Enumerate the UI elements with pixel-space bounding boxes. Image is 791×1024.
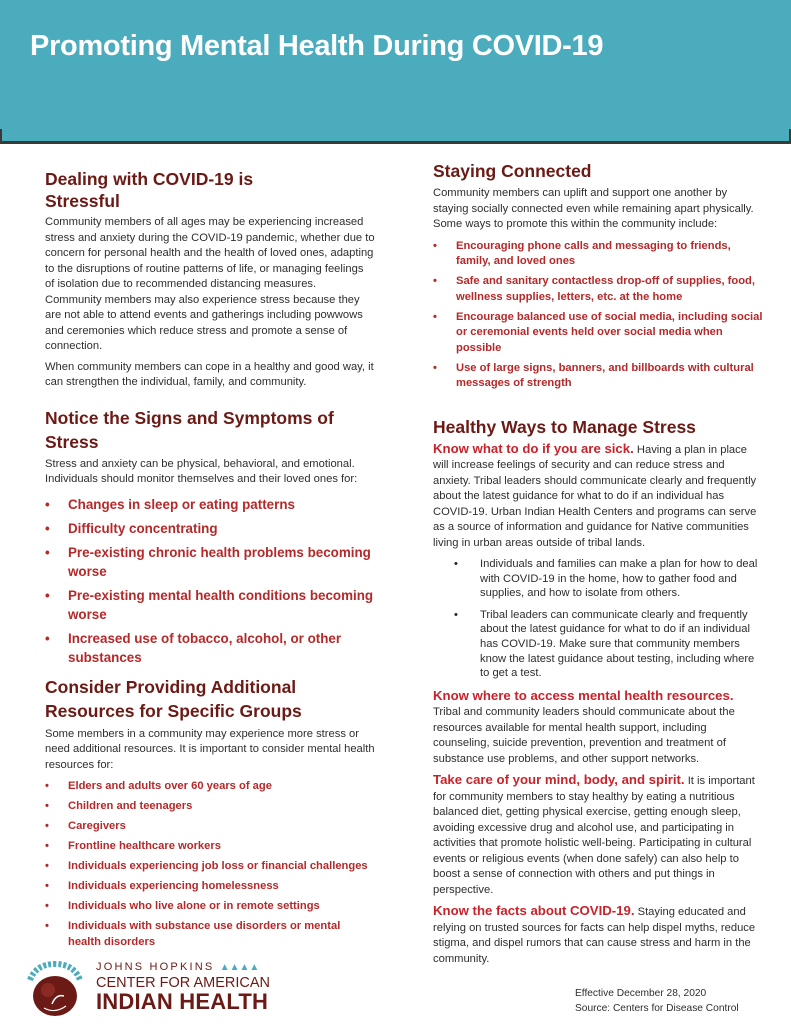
- bullet-icon: •: [45, 496, 50, 512]
- bullet-icon: •: [45, 780, 49, 792]
- logo-text: JOHNS HOPKINS ▲▲▲▲ CENTER FOR AMERICAN INDIAN HEALTH: [96, 961, 271, 1014]
- list-item: • Caregivers: [45, 819, 375, 835]
- tip-know-facts: [433, 903, 763, 967]
- tip-text: Tribal and community leaders should communicate about the resources available for mental health support, including counseling, suicide prevention, prevention and treatment of substance use problems, and other support networks.: [433, 706, 735, 765]
- list-item: • Individuals experiencing homelessness: [45, 879, 375, 895]
- list-item: • Pre-existing chronic health problems becoming worse: [45, 544, 371, 579]
- list-item: • Children and teenagers: [45, 799, 375, 815]
- list-item: • Individuals with substance use disorders or mental health disorders: [45, 920, 341, 948]
- bullet-icon: •: [45, 630, 50, 646]
- connection-ideas-list: [433, 239, 763, 392]
- list-item: • Increased use of tobacco, alcohol, or other substances: [45, 630, 342, 665]
- page-title: Promoting Mental Health During COVID-19: [30, 30, 604, 62]
- section-heading: Consider Providing Additional Resources for Specific Groups: [45, 676, 302, 721]
- paragraph: Stress and anxiety can be physical, behavioral, and emotional. Individuals should monitor themselves and their loved ones for:: [45, 457, 358, 485]
- triangles-icon: ▲▲▲▲: [219, 962, 260, 973]
- section-heading: Dealing with COVID-19 is Stressful: [45, 169, 254, 211]
- effective-date: Effective December 28, 2020: [575, 988, 707, 999]
- bullet-icon: •: [45, 920, 49, 932]
- list-item: • Use of large signs, banners, and billboards with cultural messages of strength: [433, 361, 754, 389]
- list-item: • Pre-existing mental health conditions becoming worse: [45, 587, 374, 622]
- list-item: • Safe and sanitary contactless drop-off of supplies, food, wellness supplies, letters, etc. at the home: [433, 275, 755, 303]
- footer-meta: [575, 986, 739, 1016]
- bullet-icon: •: [45, 840, 49, 852]
- bullet-icon: •: [454, 608, 458, 621]
- list-item: • Changes in sleep or eating patterns: [45, 496, 295, 512]
- section-heading: Healthy Ways to Manage Stress: [433, 416, 696, 437]
- tip-text: Staying educated and relying on trusted sources for facts can help dispel myths, reduce stigma, and dispel rumors that can cause stress and harm in the community.: [433, 906, 756, 965]
- section-dealing-with-stress: [45, 168, 375, 391]
- groups-list: [45, 779, 375, 950]
- mother-child-feathers-icon: [22, 960, 88, 1018]
- list-item: • Individuals experiencing job loss or financial challenges: [45, 859, 375, 875]
- bullet-icon: •: [45, 820, 49, 832]
- list-item: • Encouraging phone calls and messaging to friends, family, and loved ones: [433, 239, 731, 267]
- list-item: • Individuals who live alone or in remote settings: [45, 899, 375, 915]
- bullet-icon: •: [45, 800, 49, 812]
- paragraph: Community members can uplift and support one another by staying socially connected even while remaining apart physically. Some ways to promote this within the community include:: [433, 187, 754, 230]
- bullet-icon: •: [45, 544, 50, 560]
- right-column: [433, 160, 763, 967]
- page-header: [0, 0, 791, 144]
- list-item: • Tribal leaders can communicate clearly and frequently about the latest guidance for what to do if an individual has COVID-19. Make sure that community members know the latest guidance about testing, including where to get a test.: [454, 608, 755, 680]
- section-heading: Notice the Signs and Symptoms of Stress: [45, 407, 334, 452]
- tip-lead: Know the facts about COVID-19.: [433, 903, 635, 919]
- bullet-icon: •: [433, 275, 437, 287]
- section-specific-groups: [45, 675, 375, 951]
- bullet-icon: •: [45, 860, 49, 872]
- left-column: [45, 160, 375, 955]
- paragraph: When community members can cope in a healthy and good way, it can strengthen the individual, family, and community.: [45, 360, 374, 388]
- tip-know-if-sick: [433, 441, 763, 681]
- tip-text: It is important for community members to stay healthy by eating a nutritious balanced diet, getting physical exercise, getting enough sleep, avoiding excessive drug and alcohol use, and participating in activities that promote holistic well-being. Participating in cultural events or religious events (when done safely) can also help to boost a sense of connection with others and put things in perspective.: [433, 775, 755, 896]
- organization-logo: [22, 960, 272, 1018]
- bullet-icon: •: [45, 520, 50, 536]
- list-item: • Individuals and families can make a plan for how to deal with COVID-19 in the home, how to gather food and supplies, and how to isolate from others.: [454, 558, 758, 600]
- section-manage-stress: [433, 416, 763, 968]
- header-edge-left: [0, 129, 2, 141]
- list-item: • Elders and adults over 60 years of age: [45, 779, 375, 795]
- section-signs-and-symptoms: [45, 406, 375, 667]
- sick-plan-list: [433, 557, 763, 681]
- symptoms-list: [45, 495, 375, 667]
- source-citation: Source: Centers for Disease Control: [575, 1003, 739, 1014]
- tip-lead: Know what to do if you are sick.: [433, 440, 634, 456]
- bullet-icon: •: [433, 361, 437, 374]
- bullet-icon: •: [45, 880, 49, 892]
- tip-text: Having a plan in place will increase feelings of security and can reduce stress and anxiety. Tribal leaders should communicate clearly and frequently about the latest guidance for what to do if an individual has COVID-19. Urban Indian Health Centers and programs can serve as a source of information and guidance for Native communities living in urban areas outside of tribal lands.: [433, 443, 757, 549]
- bullet-icon: •: [45, 587, 50, 603]
- tip-lead: Know where to access mental health resources.: [433, 687, 734, 703]
- bullet-icon: •: [433, 239, 437, 252]
- list-item: • Difficulty concentrating: [45, 520, 218, 536]
- list-item: • Frontline healthcare workers: [45, 839, 375, 855]
- bullet-icon: •: [45, 900, 49, 912]
- section-heading: Staying Connected: [433, 161, 592, 181]
- tip-mental-health-resources: [433, 688, 763, 768]
- bullet-icon: •: [433, 310, 437, 323]
- tip-lead: Take care of your mind, body, and spirit.: [433, 772, 685, 788]
- bullet-icon: •: [454, 558, 458, 570]
- tip-mind-body-spirit: [433, 772, 763, 898]
- list-item: • Encourage balanced use of social media, including social or ceremonial events held over social media when possible: [433, 310, 763, 354]
- paragraph: Community members of all ages may be experiencing increased stress and anxiety during the COVID-19 pandemic, whether due to concern for personal health and the health of loved ones, adapting to the disruptions of routine patterns of life, or managing feelings of isolation due to recommended distancing measures. Community members may also experience stress because they are not able to attend events and gatherings including powwows and ceremonies which reduce stress and promote a sense of connection.: [45, 216, 375, 352]
- section-staying-connected: [433, 160, 763, 392]
- paragraph: Some members in a community may experience more stress or need additional resources. It is important to consider mental health resources for:: [45, 727, 375, 771]
